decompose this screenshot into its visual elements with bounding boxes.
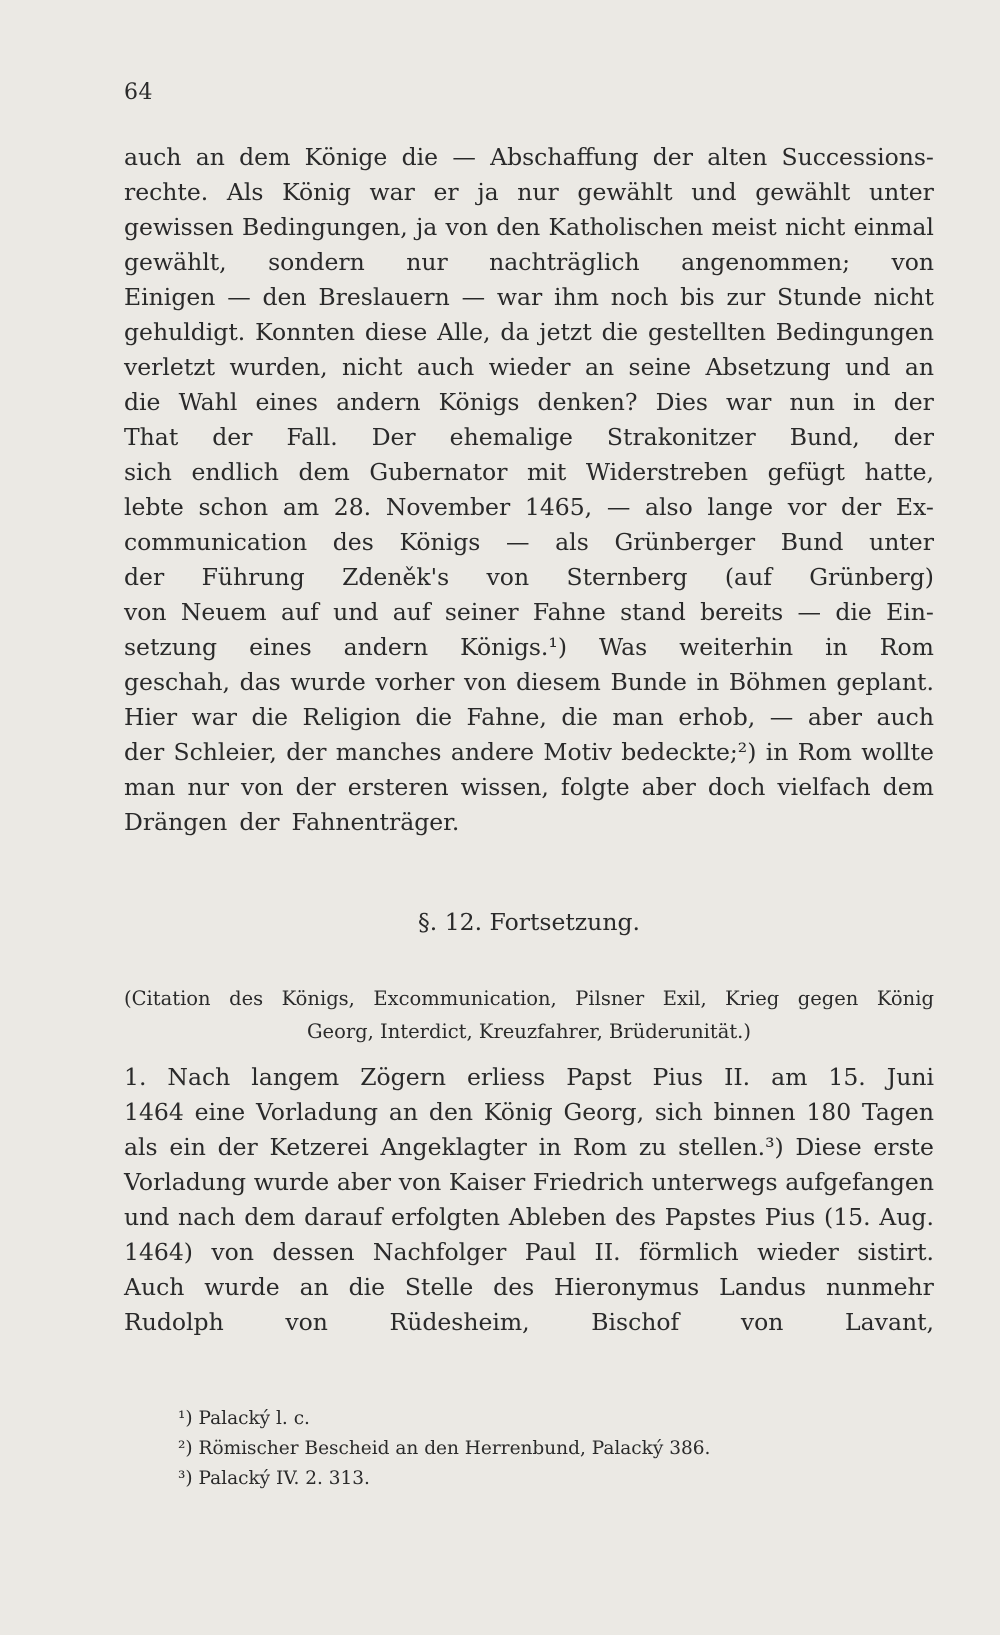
text-line: Auch wurde an die Stelle des Hieronymus Landus nunmehr — [124, 1273, 934, 1301]
text-line: rechte. Als König war er ja nur gewählt und gewählt unter — [124, 178, 934, 206]
text-line: That der Fall. Der ehemalige Strakonitzer Bund, der — [124, 423, 934, 451]
footnote-2: ²) Römischer Bescheid an den Herrenbund, Palacký 386. — [178, 1438, 711, 1459]
footnote-3: ³) Palacký IV. 2. 313. — [178, 1468, 370, 1489]
text-line: verletzt wurden, nicht auch wieder an seine Absetzung und an — [124, 353, 934, 381]
paragraph-1 — [124, 140, 934, 840]
text-line: von Neuem auf und auf seiner Fahne stand bereits — die Ein- — [124, 598, 934, 626]
summary-line: (Citation des Königs, Excommunication, Pilsner Exil, Krieg gegen König — [124, 987, 934, 1010]
summary-line-last: Georg, Interdict, Kreuzfahrer, Brüderunität.) — [306, 1020, 751, 1043]
section-summary — [124, 982, 934, 1048]
section-heading: §. 12. Fortsetzung. — [418, 908, 640, 936]
page-number: 64 — [124, 80, 153, 105]
text-line: 1464 eine Vorladung an den König Georg, sich binnen 180 Tagen — [124, 1098, 934, 1126]
text-line: die Wahl eines andern Königs denken? Dies war nun in der — [124, 388, 934, 416]
text-line: Hier war die Religion die Fahne, die man erhob, — aber auch — [124, 703, 934, 731]
text-line: gewissen Bedingungen, ja von den Katholischen meist nicht einmal — [124, 213, 934, 241]
footnote-1: ¹) Palacký l. c. — [178, 1408, 310, 1429]
text-line: gehuldigt. Konnten diese Alle, da jetzt die gestellten Bedingungen — [124, 318, 934, 346]
text-line: man nur von der ersteren wissen, folgte aber doch vielfach dem — [124, 773, 934, 801]
text-line: Rudolph von Rüdesheim, Bischof von Lavant, — [124, 1308, 934, 1336]
text-line: der Führung Zdeněk's von Sternberg (auf Grünberg) — [124, 563, 934, 591]
text-line: gewählt, sondern nur nachträglich angenommen; von — [124, 248, 934, 276]
text-line: geschah, das wurde vorher von diesem Bunde in Böhmen geplant. — [124, 668, 934, 696]
text-line: lebte schon am 28. November 1465, — also lange vor der Ex- — [124, 493, 934, 521]
text-line: Vorladung wurde aber von Kaiser Friedrich unterwegs aufgefangen — [124, 1168, 934, 1196]
paragraph-2 — [124, 1060, 934, 1340]
text-line: communication des Königs — als Grünberger Bund unter — [124, 528, 934, 556]
text-line: Einigen — den Breslauern — war ihm noch bis zur Stunde nicht — [124, 283, 934, 311]
text-line: 1. Nach langem Zögern erliess Papst Pius II. am 15. Juni — [124, 1063, 934, 1091]
text-line: sich endlich dem Gubernator mit Widerstreben gefügt hatte, — [124, 458, 934, 486]
text-line: 1464) von dessen Nachfolger Paul II. förmlich wieder sistirt. — [124, 1238, 934, 1266]
text-line: auch an dem Könige die — Abschaffung der alten Successions- — [124, 143, 934, 171]
text-line: und nach dem darauf erfolgten Ableben des Papstes Pius (15. Aug. — [124, 1203, 934, 1231]
text-line: der Schleier, der manches andere Motiv bedeckte;²) in Rom wollte — [124, 738, 934, 766]
footnotes — [178, 1404, 878, 1494]
text-line-last: Drängen der Fahnenträger. — [124, 808, 460, 836]
text-line: setzung eines andern Königs.¹) Was weiterhin in Rom — [124, 633, 934, 661]
text-line: als ein der Ketzerei Angeklagter in Rom zu stellen.³) Diese erste — [124, 1133, 934, 1161]
